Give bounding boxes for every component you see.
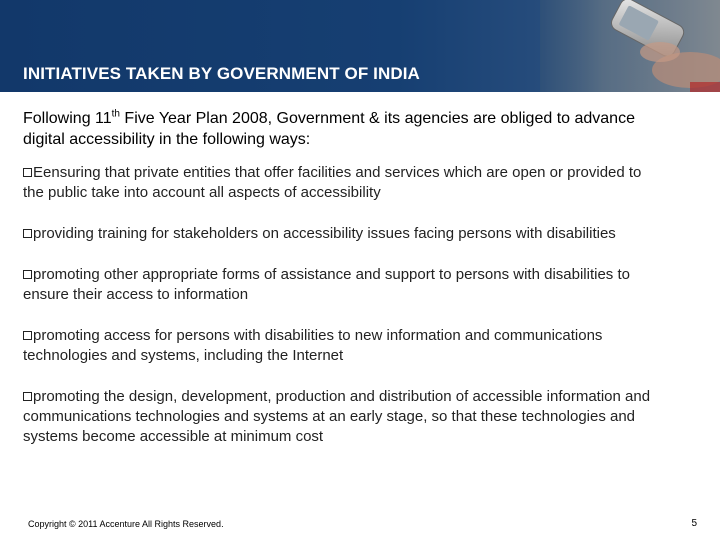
intro-text-start: Following 11	[23, 110, 112, 127]
slide-header	[0, 0, 720, 92]
slide-content	[23, 108, 663, 468]
footer-copyright: Copyright © 2011 Accenture All Rights Reserved.	[28, 519, 224, 529]
checkbox-square-icon	[23, 331, 32, 340]
intro-superscript: th	[111, 108, 120, 120]
slide-title: INITIATIVES TAKEN BY GOVERNMENT OF INDIA	[23, 64, 420, 83]
intro-paragraph	[23, 108, 663, 150]
checkbox-square-icon	[23, 270, 32, 279]
bullet-text: promoting the design, development, production and distribution of accessible information and communications technologies and systems at an early stage, so that these technologies and systems become accessible at minimum cost	[23, 388, 651, 445]
bullet-item	[23, 163, 663, 203]
bullet-text: Eensuring that private entities that offer facilities and services which are open or provided to the public take into account all aspects of accessibility	[23, 164, 642, 201]
bullet-text: providing training for stakeholders on accessibility issues facing persons with disabilities	[33, 225, 616, 242]
page-number: 5	[691, 518, 697, 529]
bullet-item	[23, 224, 663, 244]
phone-in-hand-image	[540, 0, 720, 92]
intro-text-end: Five Year Plan 2008, Government & its agencies are obliged to advance digital accessibility in the following ways:	[23, 110, 635, 148]
bullet-text: promoting access for persons with disabilities to new information and communications technologies and systems, including the Internet	[23, 327, 603, 364]
checkbox-square-icon	[23, 392, 32, 401]
bullet-text: promoting other appropriate forms of assistance and support to persons with disabilities to ensure their access to information	[23, 266, 630, 303]
bullet-item	[23, 265, 663, 305]
checkbox-square-icon	[23, 168, 32, 177]
header-photo	[540, 0, 720, 92]
checkbox-square-icon	[23, 229, 32, 238]
bullet-item	[23, 387, 663, 447]
bullet-item	[23, 326, 663, 366]
